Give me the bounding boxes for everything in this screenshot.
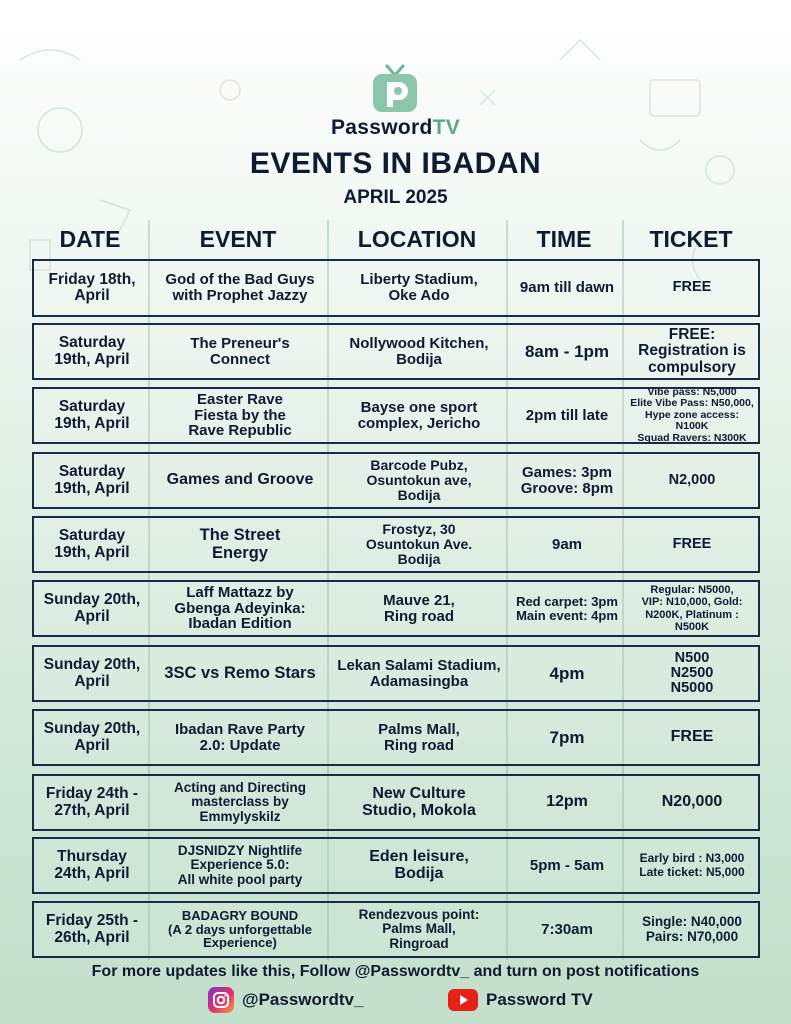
event-location: Frostyz, 30 Osuntokun Ave. Bodija <box>365 521 473 567</box>
event-name: Laff Mattazz by Gbenga Adeyinka: Ibadan Edition <box>174 583 306 633</box>
event-name: Ibadan Rave Party 2.0: Update <box>174 720 306 754</box>
event-name: 3SC vs Remo Stars <box>164 663 316 682</box>
event-time: 7:30am <box>541 920 593 938</box>
event-time: 9am till dawn <box>519 279 615 297</box>
event-time: 9am <box>551 535 583 553</box>
event-date: Friday 18th, April <box>48 270 136 304</box>
table-row <box>32 774 760 831</box>
event-name: Easter Rave Fiesta by the Rave Republic <box>188 390 292 440</box>
table-row <box>32 516 760 573</box>
event-name: The Street Energy <box>199 526 281 562</box>
table-row <box>32 452 760 509</box>
event-date: Sunday 20th, April <box>43 591 141 625</box>
column-header-time: TIME <box>536 226 592 252</box>
event-date: Saturday 19th, April <box>54 334 130 368</box>
instagram-handle-text: @Passwordtv_ <box>242 990 364 1009</box>
event-ticket: N20,000 <box>661 793 723 811</box>
event-date: Sunday 20th, April <box>43 656 141 690</box>
event-ticket: FREE <box>672 279 712 296</box>
event-date: Saturday 19th, April <box>54 527 130 561</box>
event-time: 12pm <box>546 793 588 811</box>
instagram-icon <box>208 987 234 1013</box>
table-row <box>32 901 760 958</box>
event-time: 4pm <box>549 663 585 683</box>
event-ticket: Single: N40,000 Pairs: N70,000 <box>642 914 742 944</box>
brand-name-part1: Password <box>330 116 433 139</box>
event-date: Thursday 24th, April <box>54 848 130 882</box>
event-name: The Preneur's Connect <box>190 334 290 368</box>
column-header-location: LOCATION <box>357 226 477 252</box>
column-header-event: EVENT <box>199 226 277 252</box>
youtube-icon <box>448 989 478 1011</box>
table-row <box>32 323 760 380</box>
event-ticket: N500 N2500 N5000 <box>670 649 714 697</box>
table-row <box>32 837 760 894</box>
event-time: 8am - 1pm <box>524 341 610 361</box>
event-location: Nollywood Kitchen, Bodija <box>349 334 489 368</box>
event-date: Saturday 19th, April <box>54 398 130 432</box>
event-location: Palms Mall, Ring road <box>378 720 460 754</box>
table-row <box>32 709 760 766</box>
event-location: New Culture Studio, Mokola <box>362 784 476 819</box>
event-ticket: Vibe pass: N5,000 Elite Vibe Pass: N50,000, Hype zone access: N100K Squad Ravers: N300K <box>630 385 754 444</box>
event-ticket: FREE: Registration is compulsory <box>638 326 746 376</box>
event-location: Liberty Stadium, Oke Ado <box>360 271 478 304</box>
column-header-date: DATE <box>59 226 121 252</box>
event-time: Red carpet: 3pm Main event: 4pm <box>516 593 618 623</box>
event-name: Acting and Directing masterclass by Emmylyskilz <box>173 780 306 824</box>
event-date: Saturday 19th, April <box>54 463 130 497</box>
table-row <box>32 387 760 444</box>
event-name: DJSNIDZY Nightlife Experience 5.0: All white pool party <box>177 843 303 887</box>
event-date: Friday 24th - 27th, April <box>45 785 139 819</box>
event-ticket: Regular: N5000, VIP: N10,000, Gold: N200K, Platinum : N500K <box>641 584 743 633</box>
table-row <box>32 645 760 702</box>
event-ticket: FREE <box>672 535 712 552</box>
event-location: Eden leisure, Bodija <box>369 847 469 882</box>
instagram-handle[interactable] <box>208 986 363 1014</box>
page-subtitle: APRIL 2025 <box>343 187 448 208</box>
event-ticket: FREE <box>670 728 714 746</box>
tv-logo-icon <box>370 62 420 114</box>
footer-text: For more updates like this, Follow @Passwordtv_ and turn on post notifications <box>91 963 700 980</box>
event-location: Rendezvous point: Palms Mall, Ringroad <box>358 907 480 951</box>
event-time: 5pm - 5am <box>529 856 605 874</box>
table-row <box>32 259 760 317</box>
event-location: Bayse one sport complex, Jericho <box>357 398 481 432</box>
event-ticket: Early bird : N3,000 Late ticket: N5,000 <box>639 850 745 879</box>
brand-name-part2: TV <box>432 116 461 139</box>
column-header-ticket: TICKET <box>649 226 733 252</box>
event-ticket: N2,000 <box>668 471 716 488</box>
event-name: God of the Bad Guys with Prophet Jazzy <box>165 271 315 304</box>
brand-name <box>0 116 791 140</box>
event-name: Games and Groove <box>166 471 314 489</box>
table-row <box>32 580 760 637</box>
youtube-channel-text: Password TV <box>486 990 593 1009</box>
event-time: Games: 3pm Groove: 8pm <box>520 463 614 497</box>
event-date: Sunday 20th, April <box>43 720 141 754</box>
event-location: Barcode Pubz, Osuntokun ave, Bodija <box>366 457 472 503</box>
event-location: Lekan Salami Stadium, Adamasingba <box>337 656 501 690</box>
event-time: 7pm <box>549 727 585 747</box>
event-time: 2pm till late <box>525 406 609 424</box>
event-location: Mauve 21, Ring road <box>383 591 455 625</box>
event-name: BADAGRY BOUND (A 2 days unforgettable Experience) <box>168 908 312 951</box>
event-date: Friday 25th - 26th, April <box>45 912 139 946</box>
page-title: EVENTS IN IBADAN <box>249 147 542 180</box>
youtube-channel[interactable] <box>448 986 593 1014</box>
